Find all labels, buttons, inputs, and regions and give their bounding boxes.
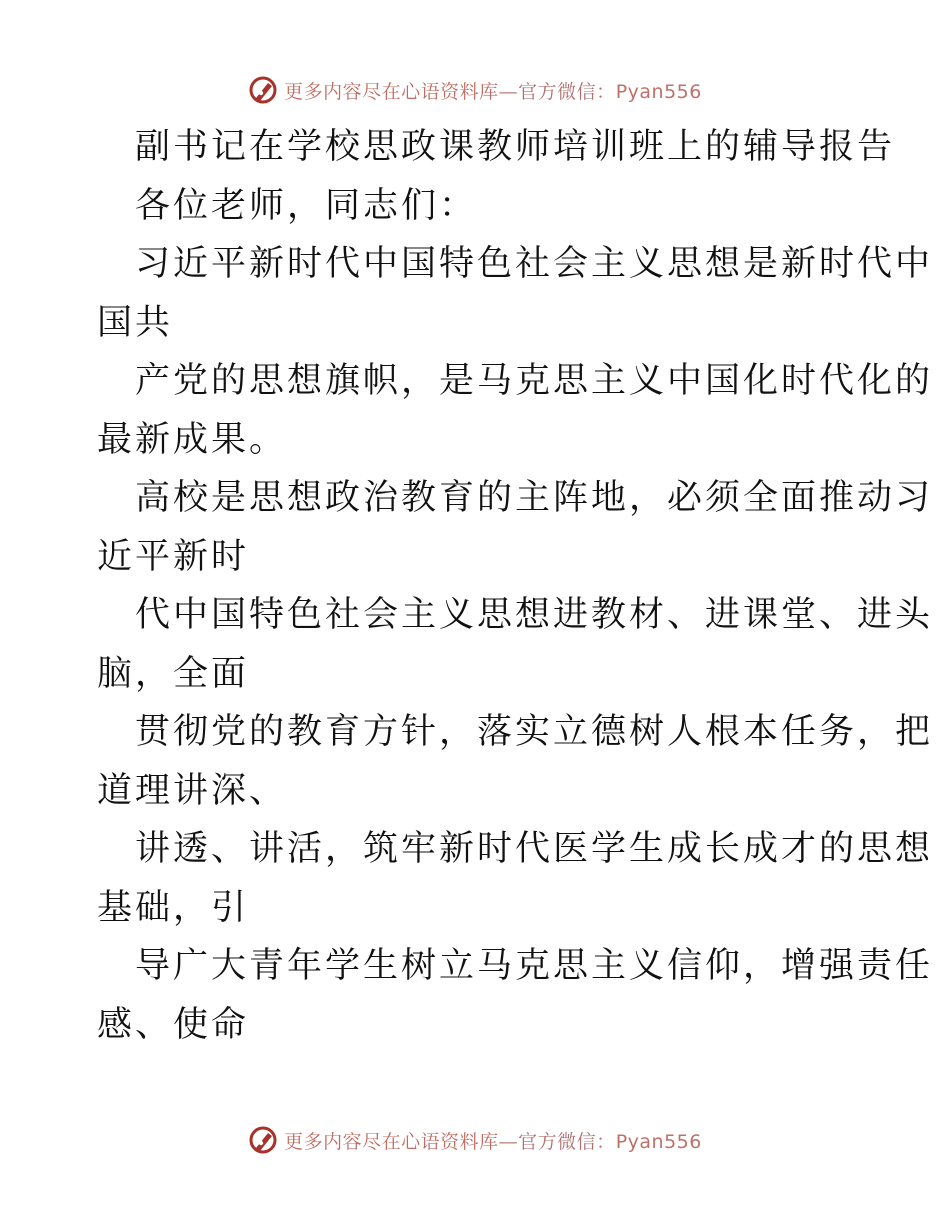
body-line: 国共	[97, 302, 174, 343]
body-line: 最新成果。	[97, 419, 288, 460]
body-line: 高校是思想政治教育的主阵地，必须全面推动习	[135, 478, 934, 518]
body-line: 道理讲深、	[97, 770, 288, 811]
body-line: 产党的思想旗帜，是马克思主义中国化时代化的	[135, 361, 934, 401]
header-banner	[0, 70, 950, 110]
body-line: 讲透、讲活，筑牢新时代医学生成长成才的思想	[135, 829, 934, 869]
footer-banner	[0, 1120, 950, 1160]
body-line: 感、使命	[97, 1004, 250, 1045]
banner-text: 更多内容尽在心语资料库—官方微信：Pyan556	[284, 80, 702, 103]
document-body	[97, 118, 934, 1054]
pen-circle-logo-icon	[248, 1125, 278, 1155]
document-title: 副书记在学校思政课教师培训班上的辅导报告	[135, 127, 896, 167]
pen-circle-logo-icon	[248, 75, 278, 105]
body-line: 近平新时	[97, 536, 250, 577]
body-line: 导广大青年学生树立马克思主义信仰，增强责任	[135, 946, 934, 986]
paragraph-lines	[97, 235, 934, 1054]
body-line: 习近平新时代中国特色社会主义思想是新时代中	[135, 244, 934, 284]
body-line: 基础，引	[97, 887, 250, 928]
banner-text: 更多内容尽在心语资料库—官方微信：Pyan556	[284, 1130, 702, 1153]
body-line: 贯彻党的教育方针，落实立德树人根本任务，把	[135, 712, 934, 752]
salutation: 各位老师，同志们：	[135, 185, 478, 226]
body-line: 代中国特色社会主义思想进教材、进课堂、进头	[135, 595, 934, 635]
body-line: 脑，全面	[97, 653, 250, 694]
